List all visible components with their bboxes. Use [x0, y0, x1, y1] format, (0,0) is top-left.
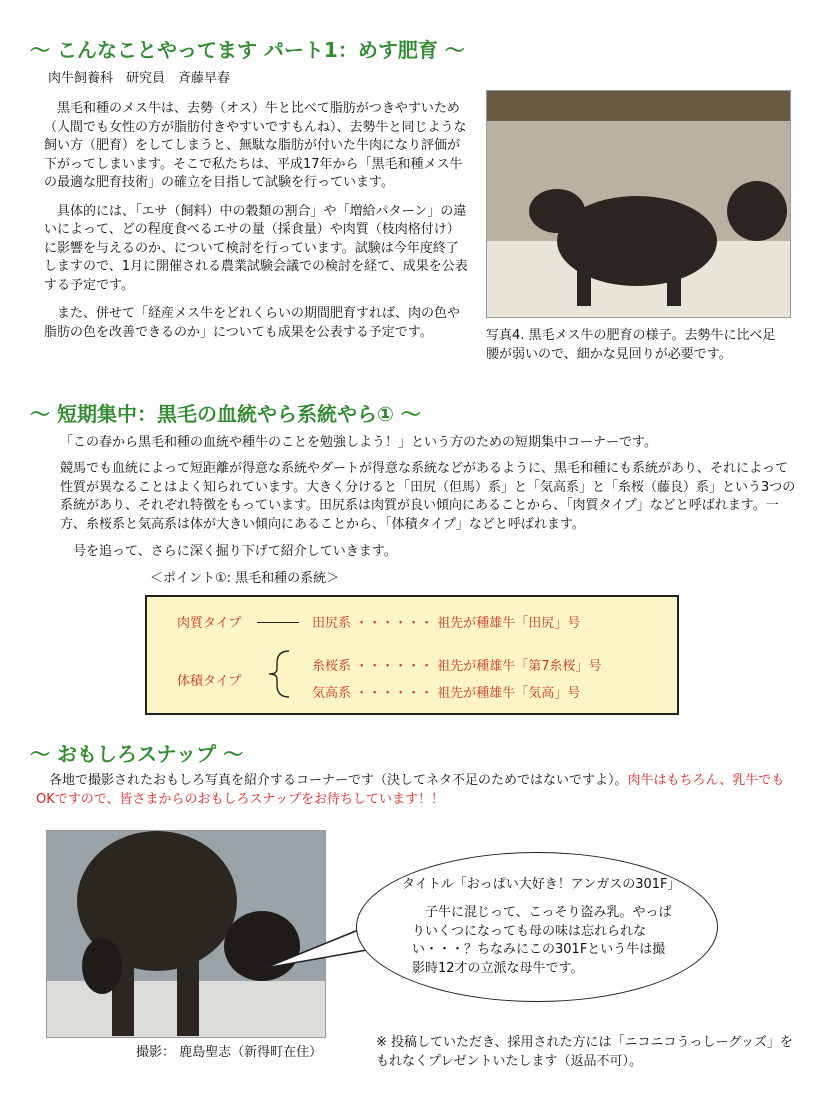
- section1-text: [44, 100, 469, 342]
- section2-body: 競馬でも血統によって短距離が得意な系統やダートが得意な系統などがあるように、黒毛和種にも系統があり、それによって性質が異なることはよく知られています。大きく分けると「田尻（但馬）系」と「気高系」と「糸桜（藤良）系」という3つの系統があり、それぞれ特徴をもっています。田尻系は肉質が良い傾向にあることから、「肉質タイプ」などと呼ばれます。一方、糸桜系と気高系は体が大きい傾向にあることから、「体積タイプ」などと呼ばれます。: [60, 461, 796, 532]
- section1-paragraph: 具体的には、「エサ（飼料）中の穀類の割合」や「増給パターン」の違いによって、どの程度食べるエサの量（採食量）や肉質（枝肉格付け）に影響を与えるのか、について検討を行っています。試験は今年度終了しますので、1月に開催される農業試験会議での検討を経て、成果を公表する予定です。: [44, 203, 468, 293]
- section1-author: 肉牛飼養科 研究員 斉藤早春: [48, 71, 231, 86]
- section2-intro: 「この春から黒毛和種の血統や種牛のことを勉強しよう！」という方のための短期集中コーナーです。: [60, 435, 657, 450]
- lineage-box: [145, 595, 679, 715]
- section2-closing: 号を追って、さらに深く掘り下げて紹介していきます。: [73, 544, 397, 559]
- bubble-title: タイトル「おっぱい大好き！アンガスの301F」: [402, 877, 681, 892]
- lineage-line: 気高系 ・・・・・・ 祖先が種雄牛「気高」号: [312, 686, 581, 701]
- section3-heading: ～ おもしろスナップ ～: [30, 742, 244, 766]
- type-volume-label: 体積タイプ: [177, 674, 242, 689]
- cow-barn-photo: [486, 90, 791, 318]
- section2-heading: ～ 短期集中：黒毛の血統やら系統やら① ～: [30, 402, 421, 426]
- lineage-line: 糸桜系 ・・・・・・ 祖先が種雄牛「第7糸桜」号: [312, 659, 602, 674]
- photo-caption: 写真4. 黒毛メス牛の肥育の様子。去勢牛に比べ足腰が弱いので、細かな見回りが必要です。: [486, 328, 776, 362]
- section1-paragraph: また、併せて「経産メス牛をどれくらいの期間肥育すれば、肉の色や脂肪の色を改善できるのか」についても成果を公表する予定です。: [44, 306, 461, 340]
- connector-line: [257, 622, 299, 623]
- type-meat-label: 肉質タイプ: [177, 616, 242, 631]
- point-title: ＜ポイント①: 黒毛和種の系統＞: [150, 571, 340, 586]
- section1-heading: ～ こんなことやってます パート1：めす肥育 ～: [30, 38, 465, 62]
- photo-credit: 撮影： 鹿島聖志（新得町在住）: [136, 1045, 323, 1060]
- section1-paragraph: 黒毛和種のメス牛は、去勢（オス）牛と比べて脂肪がつきやすいため（人間でも女性の方が脂肪付きやすいですもんね）、去勢牛と同じような飼い方（肥育）をしてしまうと、無駄な脂肪が付いた牛肉になり評価が下がってしまいます。そこで私たちは、平成17年から「黒毛和種メス牛の最適な肥育技術」の確立を目指して試験を行っています。: [44, 101, 467, 190]
- lineage-line: 田尻系 ・・・・・・ 祖先が種雄牛「田尻」号: [312, 616, 581, 631]
- cow-silhouette-icon: [487, 91, 790, 317]
- footer-note: ※ 投稿していただき、採用された方には「ニコニコうっしーグッズ」をもれなくプレゼントいたします（返品不可）。: [376, 1035, 793, 1069]
- bubble-body: 子牛に混じって、こっそり盗み乳。やっぱりいくつになっても母の味は忘れられない・・・？ちなみにこの301Fという牛は撮影時12才の立派な母牛です。: [412, 905, 672, 976]
- section3-intro-highlight: 肉牛はもちろん、乳牛でもOKですので、皆さまからのおもしろスナップをお待ちしています！！: [36, 773, 785, 807]
- brace-icon: [265, 649, 293, 699]
- section3-intro: [36, 772, 801, 809]
- section3-intro-text: 各地で撮影されたおもしろ写真を紹介するコーナーです（決してネタ不足のためではないですよ）。: [49, 773, 628, 788]
